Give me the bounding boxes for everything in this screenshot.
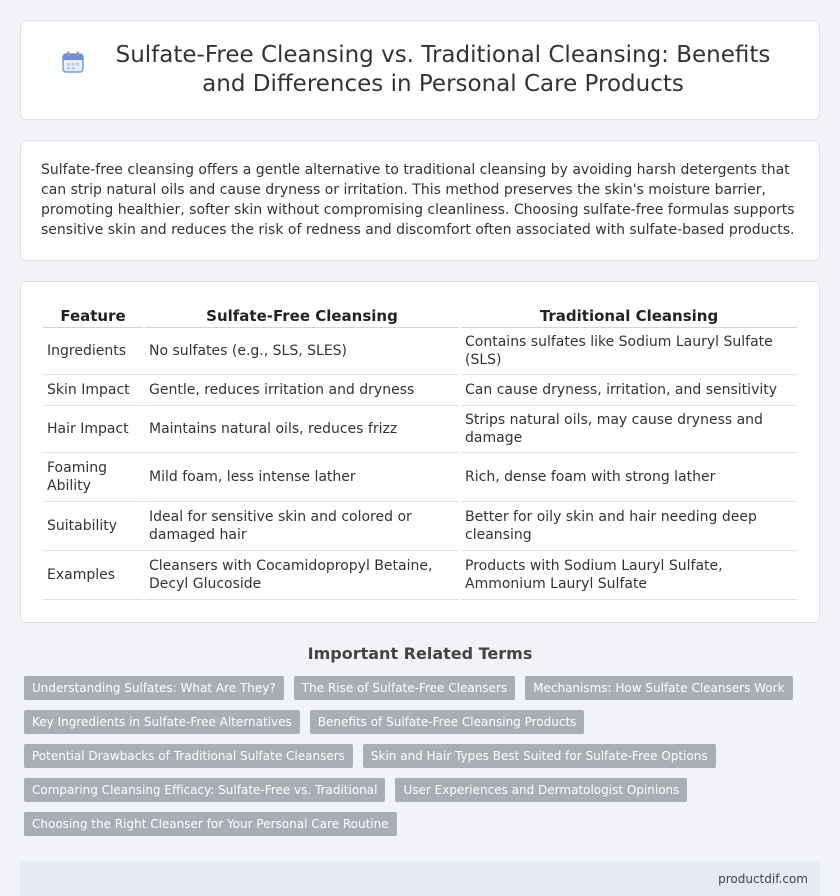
related-terms-title: Important Related Terms bbox=[307, 644, 533, 663]
related-term-tag[interactable]: Benefits of Sulfate-Free Cleansing Products bbox=[310, 710, 585, 734]
related-term-tag[interactable]: Potential Drawbacks of Traditional Sulfate Cleansers bbox=[24, 744, 353, 768]
intro-paragraph: Sulfate-free cleansing offers a gentle alternative to traditional cleansing by avoiding harsh detergents that can strip natural oils and cause dryness or irritation. This method preserves the skin's moisture barrier, promoting healthier, softer skin without compromising cleanliness. Choosing sulfate-free formulas supports sensitive skin and reduces the risk of redness and discomfort often associated with sulfate-based products. bbox=[41, 162, 795, 238]
table-cell-feature: Examples bbox=[43, 551, 143, 600]
table-row bbox=[43, 328, 797, 375]
table-cell-traditional: Products with Sodium Lauryl Sulfate, Ammonium Lauryl Sulfate bbox=[461, 551, 797, 600]
table-cell-sulfate-free: Cleansers with Cocamidopropyl Betaine, Decyl Glucoside bbox=[145, 551, 459, 600]
table-cell-traditional: Contains sulfates like Sodium Lauryl Sulfate (SLS) bbox=[461, 328, 797, 375]
table-cell-sulfate-free: Gentle, reduces irritation and dryness bbox=[145, 375, 459, 406]
table-row bbox=[43, 502, 797, 551]
column-header-feature: Feature bbox=[43, 302, 143, 328]
table-row bbox=[43, 375, 797, 406]
comparison-table-card bbox=[20, 281, 820, 623]
table-cell-feature: Hair Impact bbox=[43, 406, 143, 453]
table-cell-feature: Suitability bbox=[43, 502, 143, 551]
calendar-icon bbox=[61, 50, 85, 74]
footer bbox=[20, 862, 820, 896]
table-cell-feature: Skin Impact bbox=[43, 375, 143, 406]
table-row bbox=[43, 551, 797, 600]
table-header-row bbox=[43, 302, 797, 328]
table-cell-traditional: Strips natural oils, may cause dryness and damage bbox=[461, 406, 797, 453]
related-terms-list bbox=[22, 676, 818, 846]
column-header-sulfate-free: Sulfate-Free Cleansing bbox=[145, 302, 459, 328]
related-term-tag[interactable]: Skin and Hair Types Best Suited for Sulfate-Free Options bbox=[363, 744, 716, 768]
related-term-tag[interactable]: The Rise of Sulfate-Free Cleansers bbox=[294, 676, 515, 700]
table-row bbox=[43, 453, 797, 502]
related-term-tag[interactable]: User Experiences and Dermatologist Opinions bbox=[395, 778, 687, 802]
column-header-traditional: Traditional Cleansing bbox=[461, 302, 797, 328]
table-cell-sulfate-free: Ideal for sensitive skin and colored or damaged hair bbox=[145, 502, 459, 551]
table-cell-sulfate-free: Mild foam, less intense lather bbox=[145, 453, 459, 502]
related-term-tag[interactable]: Understanding Sulfates: What Are They? bbox=[24, 676, 284, 700]
table-cell-traditional: Better for oily skin and hair needing deep cleansing bbox=[461, 502, 797, 551]
comparison-table bbox=[41, 302, 799, 600]
table-cell-sulfate-free: No sulfates (e.g., SLS, SLES) bbox=[145, 328, 459, 375]
related-term-tag[interactable]: Key Ingredients in Sulfate-Free Alternatives bbox=[24, 710, 300, 734]
header-card bbox=[20, 20, 820, 120]
related-term-tag[interactable]: Mechanisms: How Sulfate Cleansers Work bbox=[525, 676, 792, 700]
table-cell-feature: Foaming Ability bbox=[43, 453, 143, 502]
footer-site-link[interactable]: productdif.com bbox=[718, 872, 808, 886]
header bbox=[61, 41, 779, 99]
table-row bbox=[43, 406, 797, 453]
related-term-tag[interactable]: Comparing Cleansing Efficacy: Sulfate-Free vs. Traditional bbox=[24, 778, 385, 802]
table-cell-traditional: Rich, dense foam with strong lather bbox=[461, 453, 797, 502]
table-cell-feature: Ingredients bbox=[43, 328, 143, 375]
intro-card bbox=[20, 140, 820, 261]
related-term-tag[interactable]: Choosing the Right Cleanser for Your Personal Care Routine bbox=[24, 812, 397, 836]
table-cell-sulfate-free: Maintains natural oils, reduces frizz bbox=[145, 406, 459, 453]
table-cell-traditional: Can cause dryness, irritation, and sensitivity bbox=[461, 375, 797, 406]
page-title: Sulfate-Free Cleansing vs. Traditional Cleansing: Benefits and Differences in Personal Care Products bbox=[115, 42, 771, 97]
